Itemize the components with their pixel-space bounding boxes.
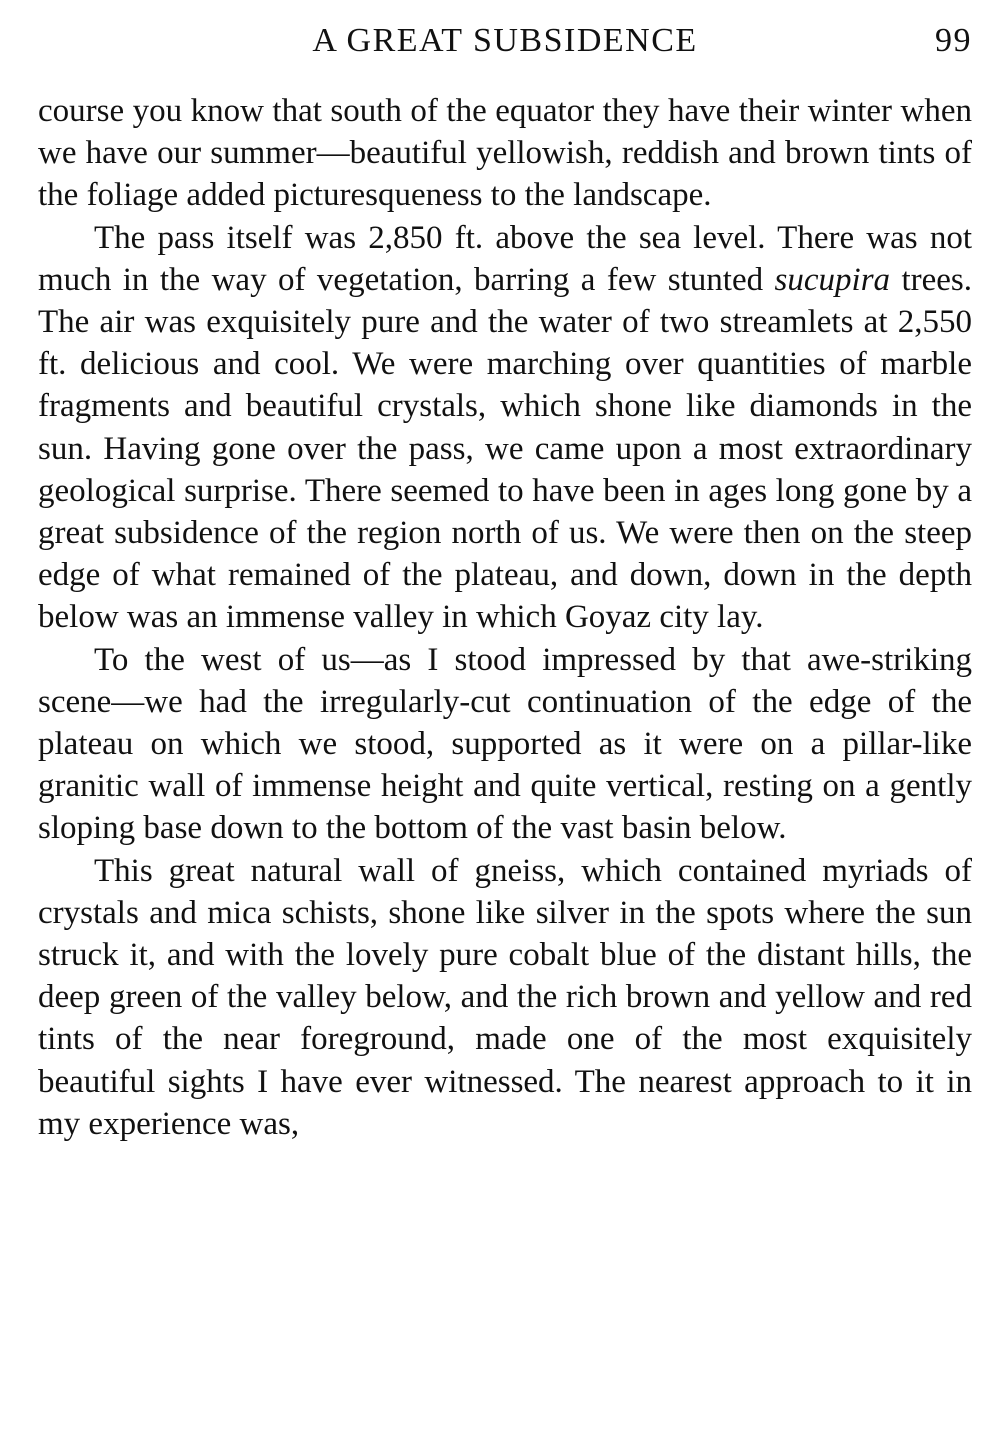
paragraph-1: course you know that south of the equator they have their winter when we have our summer—beautiful yellowish, reddish and brown tints of the foliage added picturesqueness to the landscape. [38, 93, 972, 214]
paragraph-3: To the west of us—as I stood impressed by that awe-striking scene—we had the irregularly-cut continuation of the edge of the plateau on which we stood, supported as it were on a pillar-like granitic wall of immense height and quite vertical, resting on a gently sloping base down to the bottom of the vast basin below. [38, 641, 972, 847]
paragraph-2-text-b: trees. The air was exquisitely pure and the water of two streamlets at 2,550 ft. delicious and cool. We were marching over quantities of marble fragments and beautiful crystals, which shone like diamonds in the sun. Having gone over the pass, we came upon a most extraordinary geological surprise. There seemed to have been in ages long gone by a great subsidence of the region north of us. We were then on the steep edge of what remained of the plateau, and down, down in the depth below was an immense valley in which Goyaz city lay. [38, 261, 973, 636]
body-text [38, 90, 972, 1145]
book-page [38, 22, 972, 1145]
paragraph-2-text-a: The pass itself was 2,850 ft. above the sea level. There was not much in the way of vegetation, barring a few stunted [38, 219, 972, 298]
running-head [38, 22, 972, 70]
paragraph-4: This great natural wall of gneiss, which contained myriads of crystals and mica schists, shone like silver in the spots where the sun struck it, and with the lovely pure cobalt blue of the distant hills, the deep green of the valley below, and the rich brown and yellow and red tints of the near foreground, made one of the most exquisitely beautiful sights I have ever witnessed. The nearest approach to it in my experience was, [38, 852, 972, 1142]
italic-term-sucupira: sucupira [774, 261, 891, 298]
page-number: 99 [935, 22, 972, 59]
running-title: A GREAT SUBSIDENCE [312, 22, 698, 59]
paragraph-2 [38, 217, 972, 639]
